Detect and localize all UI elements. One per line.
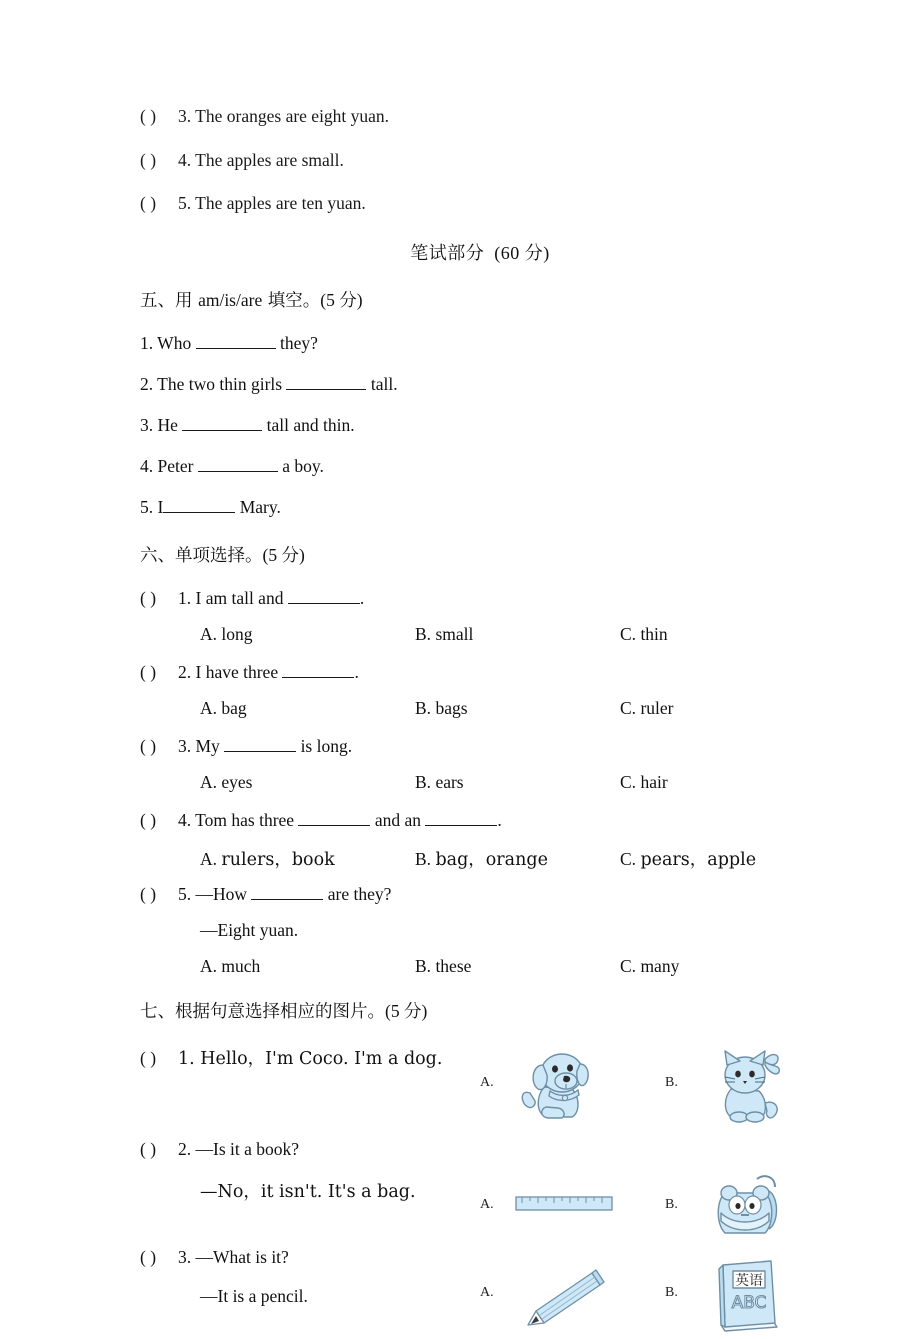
option-key: A. bbox=[200, 624, 218, 645]
choice-question-answer-line: —Eight yuan. bbox=[200, 920, 299, 941]
english-book-icon bbox=[695, 1255, 805, 1339]
fill-blank-item bbox=[140, 373, 820, 395]
picture-choice-b[interactable] bbox=[665, 1045, 825, 1129]
picture-choices bbox=[480, 1167, 820, 1251]
section-seven-title-text: 根据句意选择相应的图片。 bbox=[175, 1002, 385, 1023]
dog-icon bbox=[510, 1045, 620, 1129]
option-b[interactable] bbox=[415, 846, 548, 871]
answer-bracket[interactable]: ( ) bbox=[140, 884, 157, 905]
stem-blank bbox=[425, 809, 497, 826]
stem-blank bbox=[298, 809, 370, 826]
page-content bbox=[140, 108, 820, 1333]
option-text: hair bbox=[640, 772, 668, 793]
option-key: C. bbox=[620, 698, 637, 719]
fill-blank-input[interactable] bbox=[286, 373, 366, 390]
section-five-title-en: am/is/are bbox=[198, 289, 263, 310]
written-part-heading bbox=[140, 239, 820, 265]
answer-bracket[interactable]: ( ) bbox=[140, 588, 157, 609]
option-b[interactable] bbox=[415, 772, 464, 793]
choice-question-stem bbox=[140, 735, 820, 757]
section-six-score: (5 分) bbox=[262, 544, 305, 565]
picture-choice-b[interactable] bbox=[665, 1167, 825, 1251]
pencil-icon bbox=[510, 1255, 620, 1339]
true-false-text: 5. The apples are ten yuan. bbox=[178, 193, 366, 213]
stem-post: are they? bbox=[327, 884, 392, 905]
option-text: ruler bbox=[640, 698, 674, 719]
fill-blank-post: Mary. bbox=[239, 496, 281, 517]
option-key: C. bbox=[620, 772, 637, 793]
choice-options-row bbox=[200, 956, 820, 976]
stem-post: . bbox=[497, 810, 502, 831]
fill-blank-input[interactable] bbox=[196, 332, 276, 349]
picture-choice-key: A. bbox=[480, 1075, 494, 1091]
option-a[interactable] bbox=[200, 956, 260, 977]
fill-blank-pre: 2. The two thin girls bbox=[140, 373, 283, 394]
section-six-number: 六、 bbox=[140, 545, 175, 566]
option-text: many bbox=[640, 956, 680, 977]
stem-mid: and an bbox=[374, 810, 421, 831]
choice-options-row bbox=[200, 772, 820, 792]
picture-question-answer: —It is a pencil. bbox=[200, 1286, 308, 1307]
option-text: these bbox=[435, 956, 472, 977]
choice-question-stem bbox=[140, 883, 820, 905]
section-five-title-cn-1: 用 bbox=[175, 290, 199, 311]
section-five-title-cn-2: 填空。 bbox=[262, 290, 321, 311]
answer-bracket[interactable]: ( ) bbox=[140, 193, 157, 213]
true-false-item bbox=[140, 108, 820, 126]
picture-choice-key: A. bbox=[480, 1197, 494, 1213]
section-five-score: (5 分) bbox=[320, 289, 363, 310]
true-false-text: 3. The oranges are eight yuan. bbox=[178, 106, 390, 126]
option-key: C. bbox=[620, 956, 637, 977]
fill-blank-item bbox=[140, 496, 820, 518]
option-c[interactable] bbox=[620, 956, 679, 977]
picture-choice-key: A. bbox=[480, 1285, 494, 1301]
picture-choices bbox=[480, 1255, 820, 1339]
option-key: B. bbox=[415, 772, 432, 793]
picture-choice-b[interactable] bbox=[665, 1255, 825, 1339]
picture-question-answer: —No，it isn't. It's a bag. bbox=[200, 1182, 416, 1203]
picture-choice-key: B. bbox=[665, 1075, 678, 1091]
stem-pre: 4. Tom has three bbox=[178, 810, 295, 831]
answer-bracket[interactable]: ( ) bbox=[140, 810, 157, 831]
stem-blank bbox=[288, 587, 360, 604]
choice-question-stem bbox=[140, 661, 820, 683]
book-cover-abc-text: ABC bbox=[731, 1293, 767, 1314]
fill-blank-input[interactable] bbox=[163, 496, 235, 513]
written-part-score: (60 分) bbox=[494, 242, 550, 263]
section-six-title-text: 单项选择。 bbox=[175, 545, 263, 566]
choice-options-row bbox=[200, 624, 820, 644]
section-six-title bbox=[140, 542, 820, 567]
section-seven-title bbox=[140, 998, 820, 1023]
stem-post: . bbox=[359, 588, 365, 609]
choice-options-row bbox=[200, 698, 820, 718]
option-key: C. bbox=[620, 849, 637, 870]
option-text: long bbox=[221, 624, 253, 645]
picture-choices bbox=[480, 1045, 820, 1129]
option-key: B. bbox=[415, 698, 432, 719]
picture-choice-a[interactable] bbox=[480, 1167, 640, 1251]
option-key: B. bbox=[415, 849, 432, 870]
picture-question-text: 3. —What is it? bbox=[178, 1247, 289, 1268]
picture-question-text: 1. Hello，I'm Coco. I'm a dog. bbox=[178, 1049, 443, 1070]
option-text: rulers，book bbox=[221, 850, 335, 871]
fill-blank-pre: 1. Who bbox=[140, 332, 192, 353]
stem-blank bbox=[282, 661, 354, 678]
picture-question-line bbox=[140, 1139, 820, 1160]
option-key: A. bbox=[200, 956, 218, 977]
option-text: pears，apple bbox=[640, 850, 757, 871]
option-text: bags bbox=[435, 698, 468, 719]
option-key: B. bbox=[415, 956, 432, 977]
option-b[interactable] bbox=[415, 624, 473, 645]
fill-blank-item bbox=[140, 455, 820, 477]
fill-blank-item bbox=[140, 414, 820, 436]
choice-question-stem bbox=[140, 587, 820, 609]
answer-bracket[interactable]: ( ) bbox=[140, 1048, 157, 1069]
picture-choice-a[interactable] bbox=[480, 1255, 640, 1339]
written-part-label: 笔试部分 bbox=[410, 242, 485, 264]
fill-blank-post: tall. bbox=[370, 373, 398, 394]
picture-question bbox=[140, 1045, 820, 1131]
stem-post: . bbox=[354, 662, 359, 683]
answer-bracket[interactable]: ( ) bbox=[140, 149, 157, 170]
option-text: eyes bbox=[221, 772, 253, 793]
true-false-item bbox=[140, 195, 820, 213]
picture-question-text: 2. —Is it a book? bbox=[178, 1139, 300, 1160]
fill-blank-input[interactable] bbox=[182, 414, 262, 431]
option-text: bag，orange bbox=[435, 850, 548, 871]
stem-blank bbox=[251, 883, 323, 900]
true-false-item bbox=[140, 149, 820, 170]
picture-choice-a[interactable] bbox=[480, 1045, 640, 1129]
answer-bracket[interactable]: ( ) bbox=[140, 106, 157, 126]
option-text: bag bbox=[221, 698, 247, 719]
true-false-continued-group bbox=[140, 108, 820, 213]
fill-blank-post: they? bbox=[279, 332, 318, 353]
option-c[interactable] bbox=[620, 846, 756, 871]
fill-blank-post: a boy. bbox=[282, 455, 324, 476]
stem-pre: 5. —How bbox=[178, 884, 248, 905]
option-key: A. bbox=[200, 849, 218, 870]
section-five-number: 五、 bbox=[140, 290, 175, 311]
option-a[interactable] bbox=[200, 772, 253, 793]
answer-bracket[interactable]: ( ) bbox=[140, 1139, 157, 1160]
choice-question-stem bbox=[140, 809, 820, 831]
option-key: B. bbox=[415, 624, 432, 645]
section-five-title bbox=[140, 287, 820, 312]
option-text: ears bbox=[435, 772, 464, 793]
backpack-icon bbox=[695, 1167, 805, 1251]
picture-choice-key: B. bbox=[665, 1197, 678, 1213]
answer-bracket[interactable]: ( ) bbox=[140, 736, 157, 757]
option-b[interactable] bbox=[415, 956, 471, 977]
section-seven-score: (5 分) bbox=[385, 1001, 428, 1022]
fill-blank-item bbox=[140, 332, 820, 354]
fill-blank-input[interactable] bbox=[198, 455, 278, 472]
answer-bracket[interactable]: ( ) bbox=[140, 1247, 157, 1268]
option-a[interactable] bbox=[200, 846, 335, 871]
option-key: A. bbox=[200, 698, 218, 719]
true-false-text: 4. The apples are small. bbox=[178, 149, 344, 170]
option-key: A. bbox=[200, 772, 218, 793]
picture-question bbox=[140, 1139, 820, 1225]
fill-blank-pre: 3. He bbox=[140, 414, 178, 435]
option-a[interactable] bbox=[200, 698, 247, 719]
picture-question bbox=[140, 1247, 820, 1333]
cat-icon bbox=[695, 1045, 805, 1129]
stem-pre: 1. I am tall and bbox=[178, 588, 284, 609]
fill-blank-pre: 4. Peter bbox=[140, 455, 194, 476]
stem-pre: 3. My bbox=[178, 736, 220, 757]
section-seven-number: 七、 bbox=[140, 1002, 175, 1023]
stem-pre: 2. I have three bbox=[178, 662, 279, 683]
option-text: small bbox=[435, 624, 474, 645]
book-cover-cn-text: 英语 bbox=[735, 1273, 763, 1290]
option-c[interactable] bbox=[620, 624, 668, 645]
option-text: thin bbox=[640, 624, 668, 645]
choice-options-row bbox=[200, 846, 820, 871]
option-c[interactable] bbox=[620, 698, 673, 719]
stem-blank bbox=[224, 735, 296, 752]
fill-blank-pre: 5. I bbox=[140, 496, 164, 517]
option-a[interactable] bbox=[200, 624, 253, 645]
option-text: much bbox=[221, 956, 261, 977]
option-c[interactable] bbox=[620, 772, 668, 793]
option-key: C. bbox=[620, 624, 637, 645]
stem-post: is long. bbox=[300, 736, 353, 757]
picture-choice-key: B. bbox=[665, 1285, 678, 1301]
fill-blank-post: tall and thin. bbox=[266, 414, 355, 435]
ruler-icon bbox=[510, 1167, 620, 1251]
answer-bracket[interactable]: ( ) bbox=[140, 662, 157, 683]
option-b[interactable] bbox=[415, 698, 468, 719]
